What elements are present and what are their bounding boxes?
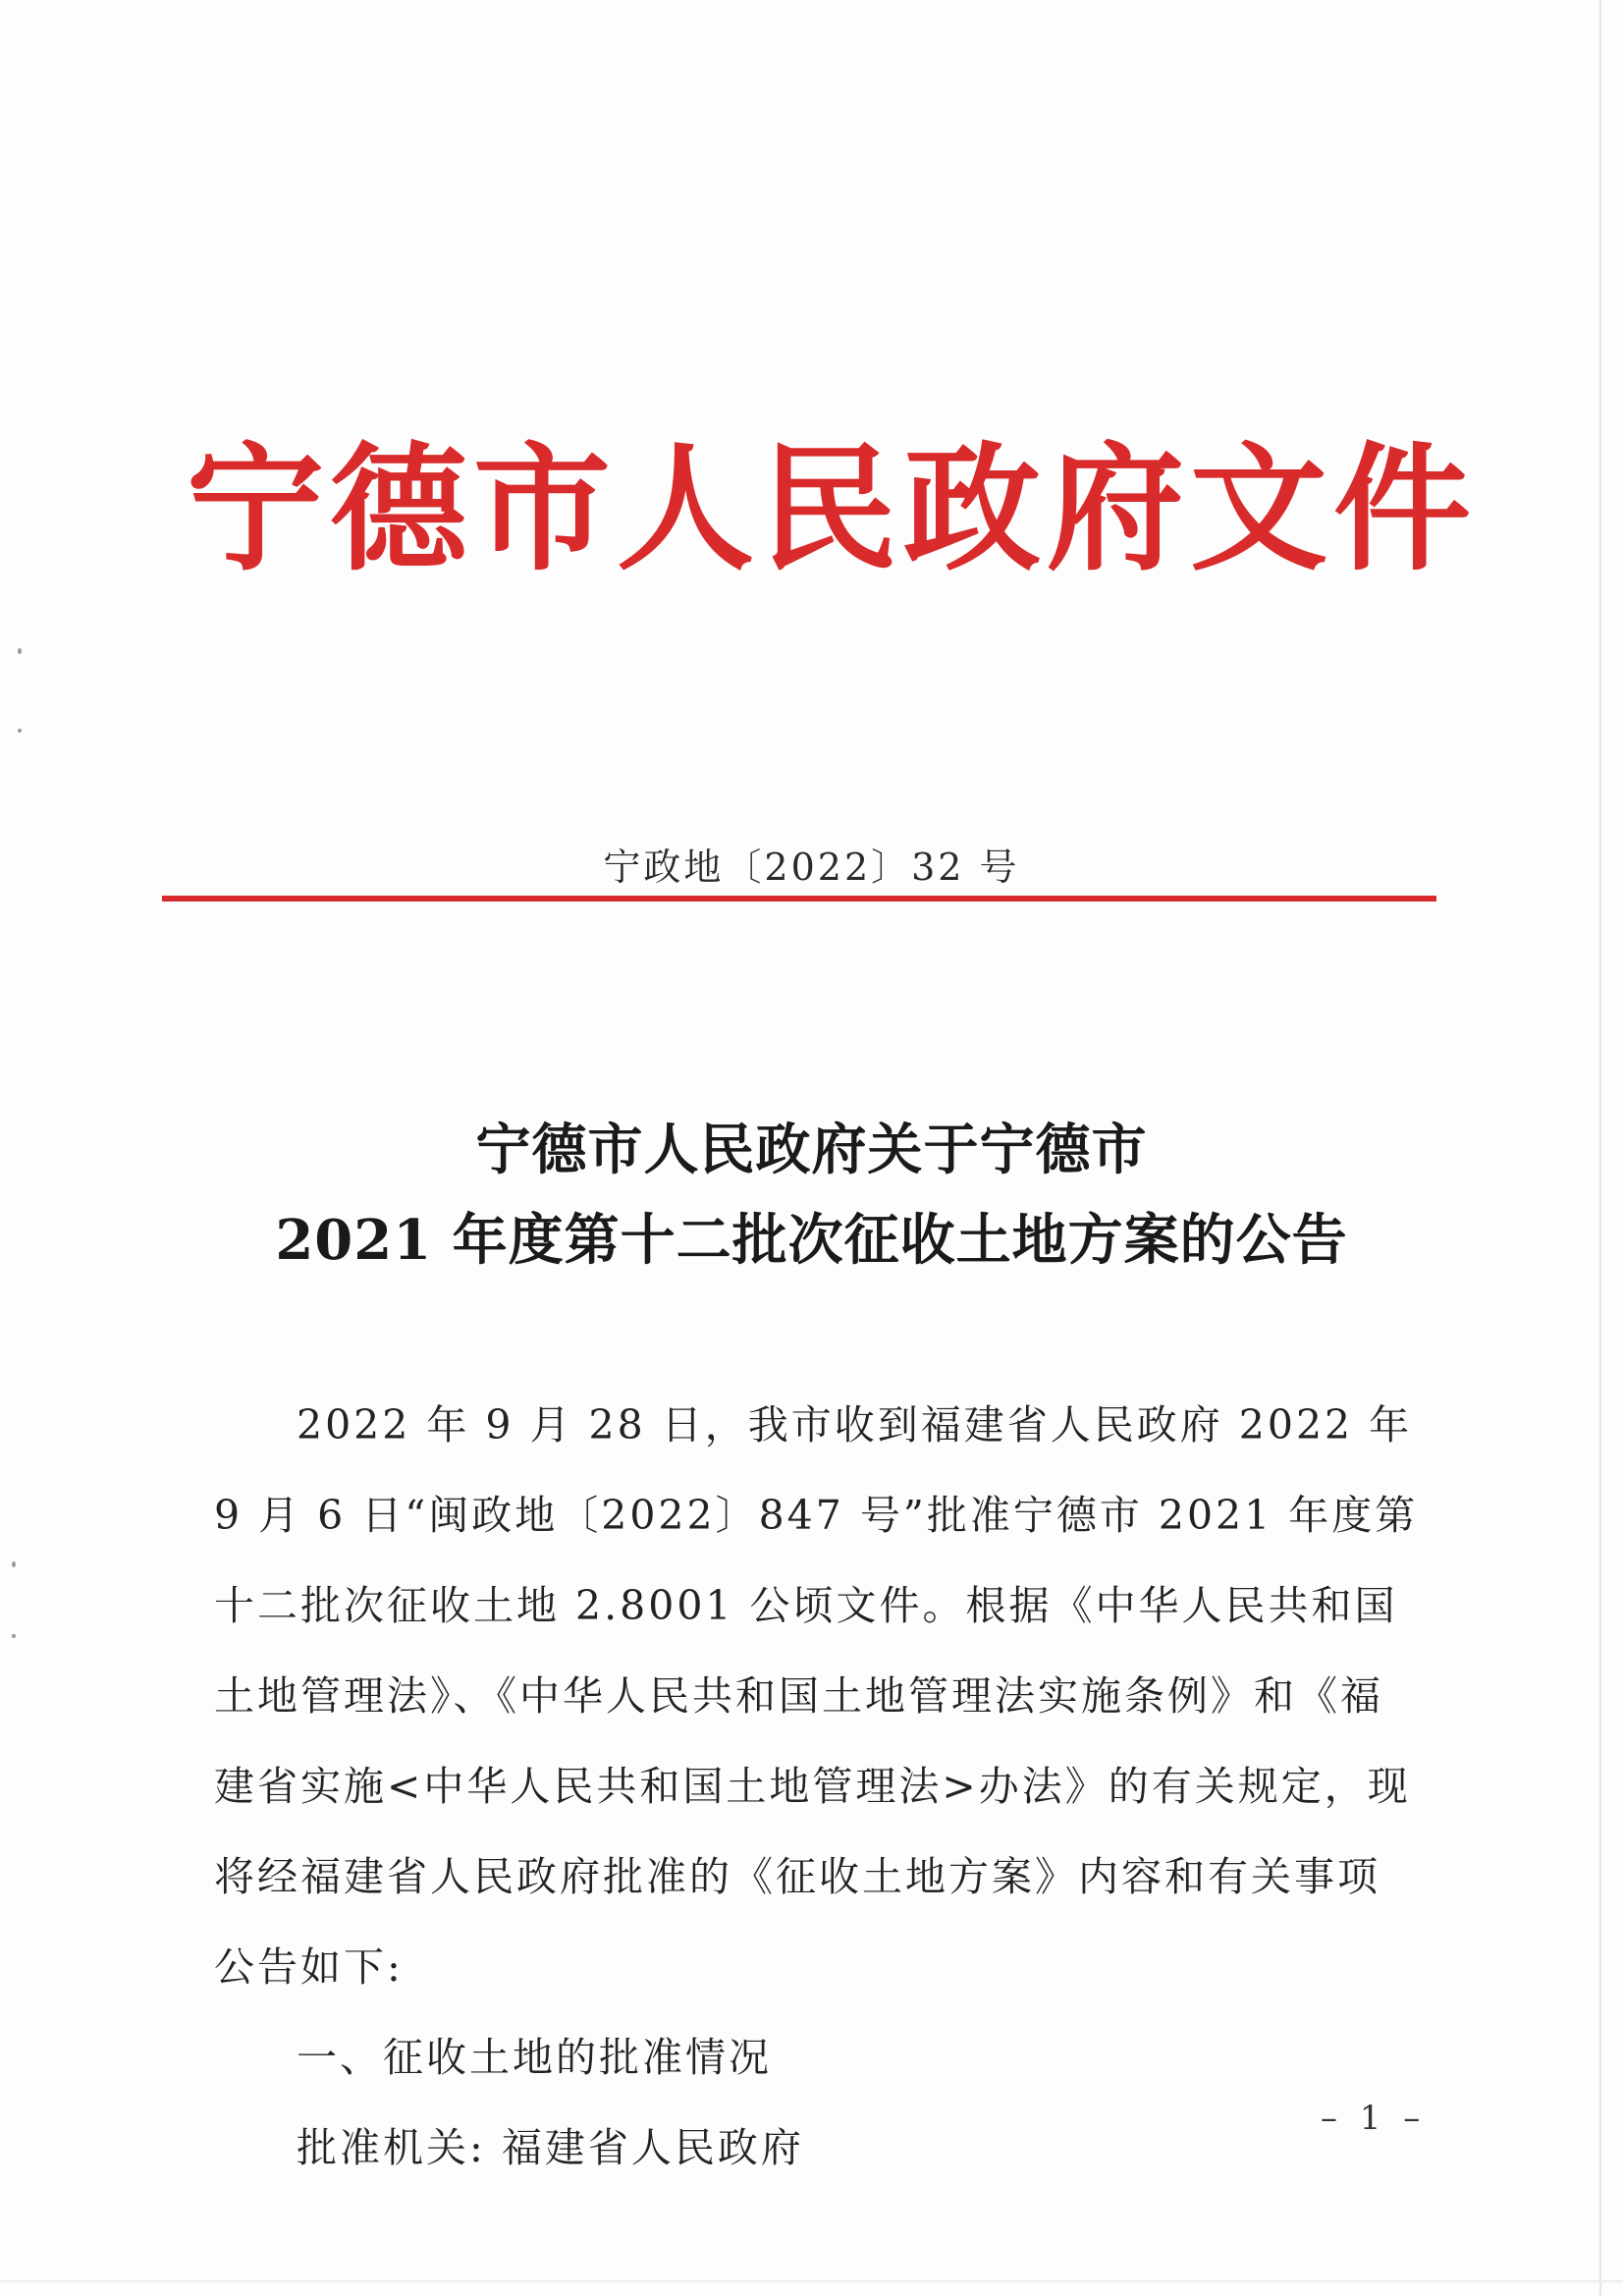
document-masthead: 宁德市人民政府文件 — [187, 430, 1478, 590]
body-paragraph-1: 2022 年 9 月 28 日，我市收到福建省人民政府 2022 年 9 月 6 日“闽政地〔2022〕847 号”批准宁德市 2021 年度第十二批次征收土地 2.8001 公顷文件。根据《中华人民共和国土地管理法》、《中华人民共和国土地管理法实施条例》和《福建省实施<中华人民共和国土地管理法>办法》的有关规定，现将经福建省人民政府批准的《征收土地方案》内容和有关事项公告如下: — [214, 1401, 1419, 1991]
document-title — [0, 1105, 1623, 1285]
title-line-1: 宁德市人民政府关于宁德市 — [475, 1118, 1148, 1182]
approval-authority-line: 批准机关: 福建省人民政府 — [297, 2124, 804, 2171]
page-edge-bottom — [0, 2280, 1623, 2282]
scan-speck — [12, 1561, 16, 1567]
scan-speck — [18, 729, 22, 733]
scan-speck — [18, 648, 22, 654]
document-body — [214, 1380, 1422, 2193]
title-line-2: 2021 年度第十二批次征收土地方案的公告 — [275, 1208, 1348, 1273]
document-number: 宁政地〔2022〕32 号 — [603, 846, 1020, 889]
scan-speck — [12, 1634, 16, 1638]
page-number: – 1 – — [1321, 2099, 1427, 2138]
red-separator-rule — [162, 896, 1436, 902]
section-heading-1: 一、征收土地的批准情况 — [297, 2034, 772, 2081]
